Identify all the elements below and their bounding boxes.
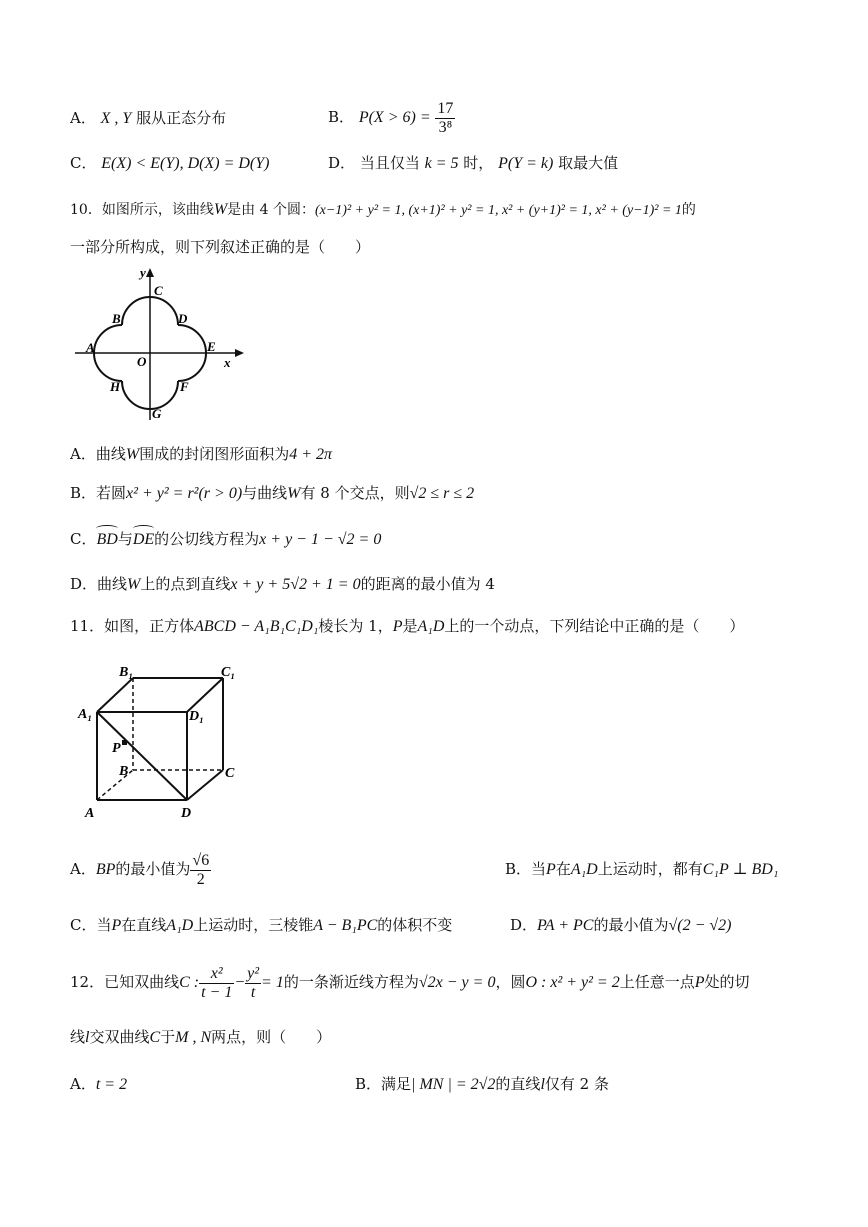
q9-d-text3: 取最大值 [558, 154, 619, 172]
q12-b-math: | MN | = 2√2 [411, 1076, 496, 1093]
q12-b-l: l [540, 1076, 545, 1093]
q9-b-num: 17 [437, 99, 454, 117]
q11-stem-d: 上的一个动点，下列结论中正确的是（ ） [444, 617, 745, 635]
q10-fig-label-a: A [86, 340, 95, 355]
q10-c-text2: 的公切线方程为 [154, 530, 260, 548]
q10-c-arc1: BD [96, 531, 118, 548]
q12-num1: x² [199, 965, 234, 984]
q10-b-label: B． [70, 484, 97, 502]
q10-d-text2: 上的点到直线 [140, 575, 231, 593]
q12-stem-c-name: C : [179, 974, 200, 991]
q12-line2-c: 于 [160, 1028, 176, 1046]
q10-b-text2: 与曲线 [242, 484, 288, 502]
q12-b-text3: 仅有 2 条 [544, 1075, 609, 1093]
q11-c-math2: A − B₁PC [313, 917, 378, 934]
q10-fig-label-g: G [152, 406, 162, 421]
q12-line2-d: 两点，则（ ） [211, 1028, 332, 1046]
q10-d-text1: 曲线 [97, 575, 128, 593]
q11-fig-label-d: D [181, 806, 192, 821]
q11-d-math1: PA + PC [537, 917, 594, 934]
q11-b-p: P [546, 861, 556, 878]
q10-fig-label-y: y [140, 265, 146, 280]
q12-line2-mn: M , N [175, 1029, 212, 1046]
q10-fig-label-e: E [207, 339, 216, 354]
q11-option-d [510, 914, 732, 937]
q12-stem-d: 上任意一点 [619, 973, 695, 991]
q10-c-arc2: DE [132, 531, 155, 548]
q10-fig-label-x: x [224, 355, 231, 370]
q9-c-math: E(X) < E(Y), D(X) = D(Y) [101, 155, 270, 172]
q10-a-math: 4 + 2π [289, 446, 333, 463]
q9-option-b [328, 97, 455, 138]
q12-stem-b: 的一条渐近线方程为 [283, 973, 419, 991]
q12-line2-c-name: C [149, 1029, 161, 1046]
q11-b-text2: 在 [555, 860, 571, 878]
q11-stem-p: P [392, 618, 403, 635]
q11-option-c [70, 914, 452, 937]
q10-fig-label-h: H [110, 379, 121, 394]
q12-stem-math2: O : x² + y² = 2 [525, 974, 620, 991]
q10-a-text1: 曲线 [95, 445, 126, 463]
q12-den1: t − 1 [201, 983, 233, 1001]
q11-c-text3: 上运动时，三棱锥 [193, 916, 314, 934]
q12-stem-c: ，圆 [495, 973, 526, 991]
q9-d-text2: 时， [463, 154, 494, 172]
q10-fig-label-d: D [178, 311, 188, 326]
q10-c-arc2-mark [133, 525, 154, 532]
q12-a-label: A． [70, 1075, 96, 1093]
q10-option-c [70, 528, 381, 551]
q11-a-fraction [190, 852, 211, 889]
q10-figure-curve [70, 265, 250, 425]
q10-stem-a: 10．如图所示，该曲线 [70, 202, 214, 218]
q10-fig-label-f: F [180, 379, 189, 394]
q10-option-d [70, 573, 495, 596]
q9-c-label: C． [70, 154, 97, 172]
q12-den2: t [250, 983, 256, 1001]
q10-fig-label-o: O [137, 354, 147, 369]
q10-fig-label-c: C [154, 283, 163, 298]
q12-num2: y² [247, 964, 260, 982]
q9-option-d [328, 152, 618, 175]
q10-stem-line1 [70, 199, 696, 222]
q11-a-text: 的最小值为 [115, 860, 191, 878]
q11-b-text1: 当 [531, 860, 547, 878]
q11-fig-label-a: A [85, 806, 95, 821]
q12-stem-p: P [694, 974, 705, 991]
q11-d-label: D． [510, 916, 538, 934]
q12-frac1 [199, 965, 234, 1002]
q9-b-den: 3⁸ [438, 118, 453, 136]
q11-b-text3: 上运动时，都有 [597, 860, 703, 878]
q10-stem-w: W [213, 201, 228, 218]
q9-d-label: D． [328, 154, 356, 172]
q11-c-math1: A₁D [166, 917, 194, 934]
q9-option-c [70, 152, 269, 175]
q10-stem-math: (x−1)² + y² = 1, (x+1)² + y² = 1, x² + (y+1)² = 1, x² + (y−1)² = 1 [314, 203, 682, 218]
q10-c-label: C． [70, 530, 97, 548]
q12-stem-math1: √2x − y = 0 [418, 974, 496, 991]
q12-eq: = 1 [261, 974, 284, 991]
q10-d-label: D． [70, 575, 98, 593]
q11-b-label: B． [505, 860, 532, 878]
q11-stem-math1: ABCD − A₁B₁C₁D₁ [194, 618, 319, 635]
q10-b-w: W [287, 485, 301, 502]
q12-b-text2: 的直线 [495, 1075, 541, 1093]
q11-stem-math2: A₁D [417, 618, 445, 635]
q11-stem-b: 棱长为 1， [318, 617, 393, 635]
q10-a-w: W [125, 446, 140, 463]
q10-b-math1: x² + y² = r²(r > 0) [126, 485, 243, 502]
q11-fig-label-c1: C₁ [221, 665, 236, 680]
q10-b-math2: √2 ≤ r ≤ 2 [409, 485, 475, 502]
q10-fig-label-b: B [112, 311, 121, 326]
q11-fig-label-c: C [225, 766, 235, 781]
q12-frac2 [245, 965, 261, 1002]
q9-d-text1: 当且仅当 [359, 154, 420, 172]
q9-a-label: A． [70, 109, 96, 127]
q10-stem-b: 是由 4 个圆： [227, 202, 315, 218]
q11-stem-c: 是 [402, 617, 418, 635]
q10-c-arc2-wrap [133, 529, 154, 551]
q12-a-math: t = 2 [95, 1076, 128, 1093]
q12-stem-a: 12．已知双曲线 [70, 973, 180, 991]
q9-b-fraction [435, 100, 455, 137]
q10-d-w: W [127, 576, 141, 593]
q10-option-a [70, 443, 332, 466]
q9-a-text: 服从正态分布 [136, 109, 227, 127]
q10-a-text2: 围成的封闭图形面积为 [139, 445, 290, 463]
q11-a-math: BP [95, 861, 116, 878]
q10-c-text1: 与 [117, 530, 133, 548]
q10-c-math: x + y − 1 − √2 = 0 [259, 531, 382, 548]
q11-fig-label-p: P [112, 741, 121, 756]
q12-line2-a: 线 [70, 1028, 86, 1046]
q11-stem-a: 11．如图，正方体 [70, 617, 195, 635]
q10-d-text3: 的距离的最小值为 4 [360, 575, 495, 593]
q12-option-b [355, 1073, 609, 1096]
q11-c-label: C． [70, 916, 97, 934]
q10-c-arc1-wrap [96, 529, 117, 551]
q11-fig-label-b: B [119, 764, 129, 779]
q10-stem-c: 的 [681, 202, 696, 218]
q11-c-text2: 在直线 [121, 916, 167, 934]
q12-stem-e: 处的切 [704, 973, 750, 991]
q12-line2-b: 交双曲线 [89, 1028, 150, 1046]
q9-option-a [70, 107, 226, 130]
q10-b-text1: 若圆 [96, 484, 127, 502]
q11-a-label: A． [70, 860, 96, 878]
q11-figure-cube [75, 660, 250, 825]
q9-b-math: P(X > 6) = [358, 109, 431, 126]
q12-b-text1: 满足 [381, 1075, 412, 1093]
q12-stem-line1 [70, 960, 750, 1005]
q11-stem [70, 615, 744, 638]
q11-fig-label-b1: B₁ [119, 665, 134, 680]
q11-c-text1: 当 [96, 916, 112, 934]
q11-b-math1: A₁D [570, 861, 598, 878]
q12-option-a [70, 1073, 127, 1096]
q10-b-text3: 有 8 个交点，则 [300, 484, 410, 502]
q11-option-a [70, 847, 211, 892]
q12-minus: − [234, 974, 246, 991]
q11-fig-label-d1: D₁ [189, 709, 204, 724]
q10-stem-line2: 一部分所构成，则下列叙述正确的是（ ） [70, 238, 371, 256]
q11-option-b [505, 858, 778, 881]
q9-a-math: X , Y [100, 110, 132, 127]
q12-line2-l: l [85, 1029, 90, 1046]
q9-b-label: B． [328, 108, 355, 126]
q11-a-num: √6 [192, 851, 210, 869]
q11-fig-label-a1: A₁ [78, 707, 93, 722]
q11-c-p: P [111, 917, 122, 934]
q12-stem-line2 [70, 1026, 331, 1049]
q10-a-label: A． [70, 445, 96, 463]
q10-c-arc1-mark [96, 525, 117, 532]
q11-b-math2: C₁P ⊥ BD₁ [702, 861, 779, 878]
q12-b-label: B． [355, 1075, 382, 1093]
q10-d-math: x + y + 5√2 + 1 = 0 [230, 576, 361, 593]
q9-d-math2: P(Y = k) [498, 155, 554, 172]
q11-d-text: 的最小值为 [593, 916, 669, 934]
q11-d-math2: √(2 − √2) [668, 917, 732, 934]
q11-c-text4: 的体积不变 [377, 916, 453, 934]
q9-d-math1: k = 5 [424, 155, 459, 172]
q11-a-den: 2 [196, 870, 205, 888]
q10-option-b [70, 482, 474, 505]
